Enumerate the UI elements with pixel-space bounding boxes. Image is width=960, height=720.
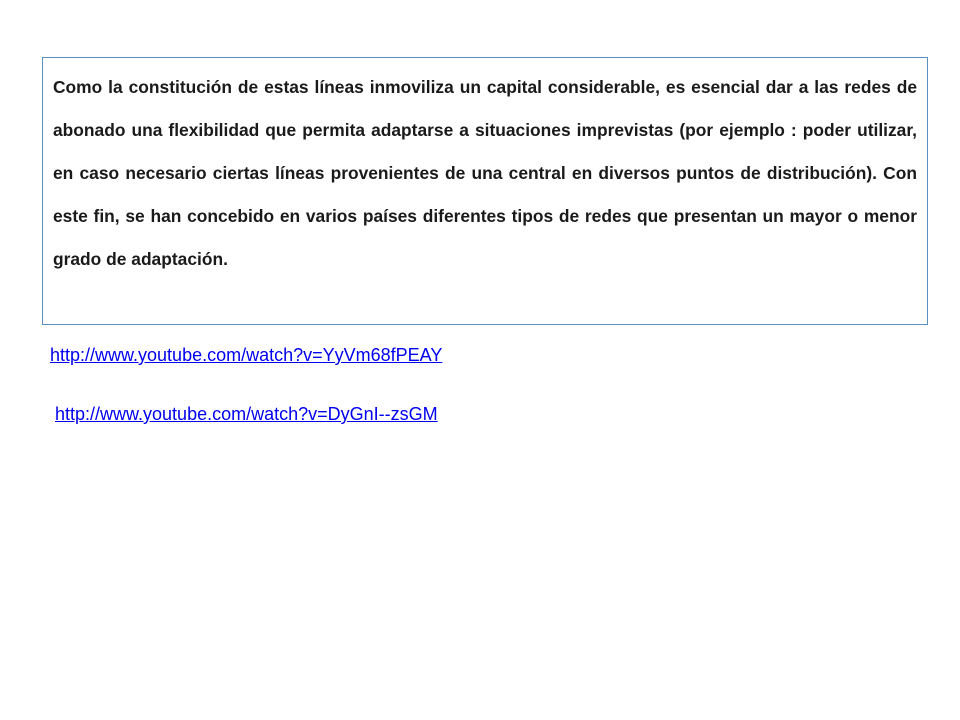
body-paragraph: Como la constitución de estas líneas inmoviliza un capital considerable, es esencial dar a las redes de abonado una flexibilidad que permita adaptarse a situaciones imprevistas (por ejemplo : poder utilizar, en caso necesario ciertas líneas provenientes de una central en diversos puntos de distribución). Con este fin, se han concebido en varios países diferentes tipos de redes que presentan un mayor o menor grado de adaptación.	[53, 77, 917, 269]
text-box	[42, 57, 928, 325]
youtube-link-1[interactable]: http://www.youtube.com/watch?v=YyVm68fPEAY	[50, 345, 443, 365]
youtube-link-2[interactable]: http://www.youtube.com/watch?v=DyGnI--zsGM	[55, 404, 438, 424]
